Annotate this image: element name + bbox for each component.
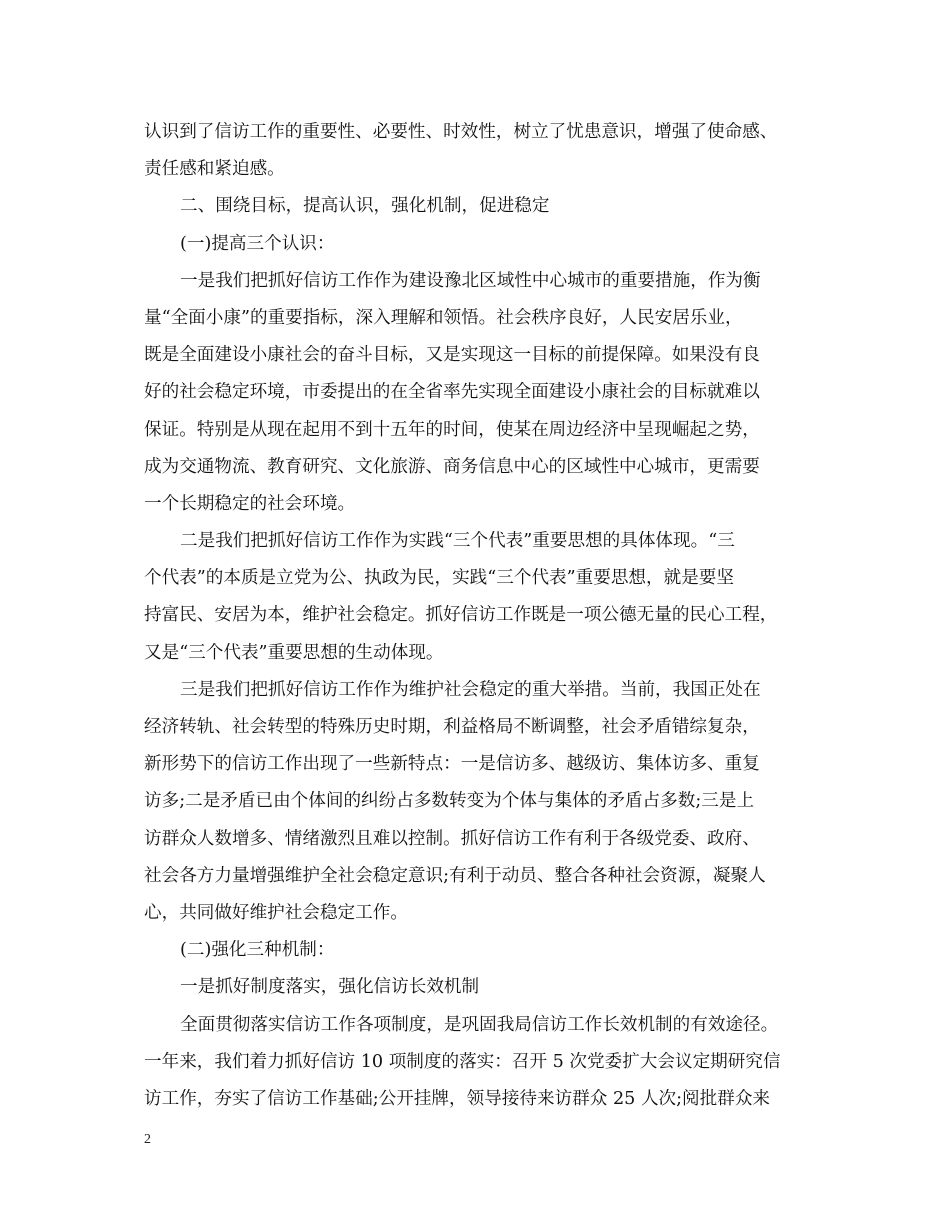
document-body: [144, 114, 808, 1118]
text-line: 新形势下的信访工作出现了一些新特点：一是信访多、越级访、集体访多、重复: [144, 754, 760, 775]
paragraph-start-line: (二)强化三种机制：: [180, 940, 335, 961]
text-line: 心，共同做好维护社会稳定工作。: [144, 902, 408, 923]
paragraph-start-line: 一是我们把抓好信访工作作为建设豫北区域性中心城市的重要措施，作为衡: [180, 270, 761, 291]
paragraph-start-line: 三是我们把抓好信访工作作为维护社会稳定的重大举措。当前，我国正处在: [180, 679, 761, 700]
text-line: 一个长期稳定的社会环境。: [144, 493, 356, 514]
text-line: 好的社会稳定环境，市委提出的在全省率先实现全面建设小康社会的目标就难以: [144, 382, 760, 403]
text-line: 社会各方力量增强维护全社会稳定意识;有利于动员、整合各种社会资源，凝聚人: [144, 865, 766, 886]
text-line: 经济转轨、社会转型的特殊历史时期，利益格局不断调整，社会矛盾错综复杂，: [144, 717, 760, 737]
text-line: 一年来，我们着力抓好信访 10 项制度的落实：召开 5 次党委扩大会议定期研究信: [144, 1051, 781, 1072]
text-line: 访工作，夯实了信访工作基础;公开挂牌，领导接待来访群众 25 人次;阅批群众来: [144, 1088, 771, 1109]
text-line: 访多;二是矛盾已由个体间的纠纷占多数转变为个体与集体的矛盾占多数;三是上: [144, 791, 755, 812]
text-line: 成为交通物流、教育研究、文化旅游、商务信息中心的区域性中心城市，更需要: [144, 456, 760, 477]
text-line: 责任感和紧迫感。: [144, 159, 285, 180]
paragraph-start-line: 全面贯彻落实信访工作各项制度，是巩固我局信访工作长效机制的有效途径。: [180, 1014, 779, 1035]
text-line: 访群众人数增多、情绪激烈且难以控制。抓好信访工作有利于各级党委、政府、: [144, 828, 760, 849]
paragraph-start-line: 二是我们把抓好信访工作作为实践“三个代表”重要思想的具体体现。“三: [180, 531, 735, 552]
page-number: 2: [144, 1132, 151, 1147]
text-line: 既是全面建设小康社会的奋斗目标，又是实现这一目标的前提保障。如果没有良: [144, 345, 760, 366]
text-line: 保证。特别是从现在起用不到十五年的时间，使某在周边经济中呈现崛起之势，: [144, 419, 760, 440]
paragraph-start-line: (一)提高三个认识：: [180, 233, 335, 254]
text-line: 个代表”的本质是立党为公、执政为民，实践“三个代表”重要思想，就是要坚: [144, 568, 734, 589]
text-line: 持富民、安居为本，维护社会稳定。抓好信访工作既是一项公德无量的民心工程，: [144, 605, 778, 626]
text-line: 量“全面小康”的重要指标，深入理解和领悟。社会秩序良好，人民安居乐业，: [144, 307, 743, 328]
paragraph-start-line: 二、围绕目标，提高认识，强化机制，促进稳定: [180, 196, 550, 217]
text-line: 认识到了信访工作的重要性、必要性、时效性，树立了忧患意识，增强了使命感、: [144, 122, 778, 142]
paragraph-start-line: 一是抓好制度落实，强化信访长效机制: [180, 977, 480, 998]
text-line: 又是“三个代表”重要思想的生动体现。: [144, 642, 444, 663]
